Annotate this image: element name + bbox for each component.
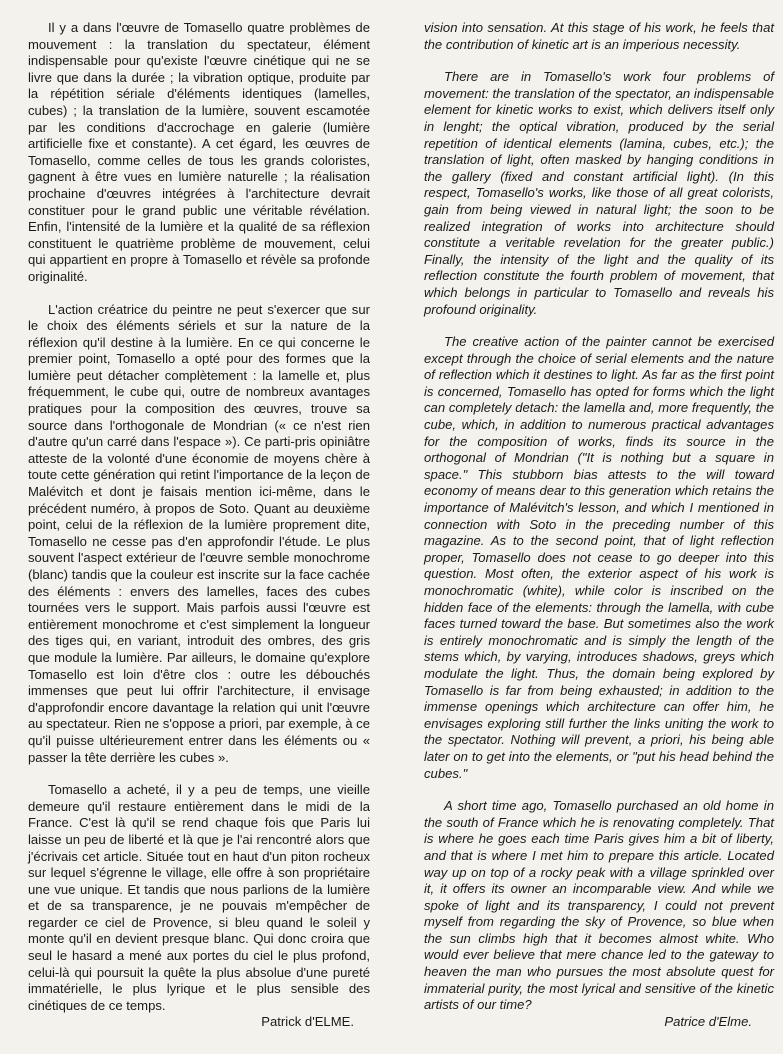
- english-column: [424, 20, 774, 1030]
- english-paragraph-1: There are in Tomasello's work four problems of movement: the translation of the spectator, an indispensable element for kinetic works to exist, which delivers itself only in lenght; the optical vibration, produced by the serial repetition of identical elements (lamina, cubes, etc.); the translation of light, often masked by hanging conditions in the gallery (fixed and constant artificial light). (In this respect, Tomasello's works, like those of all great colorists, gain from being viewed in natural light; the soon to be realized integration of works into architecture should constitute a veritable revelation for the greater public.) Finally, the intensity of the light and the quality of its reflection constitute the fourth problem of movement, that which belongs in particular to Tomasello and reveals his profound originality.: [424, 69, 774, 317]
- english-continuation: vision into sensation. At this stage of his work, he feels that the contribution of kinetic art is an imperious necessity.: [424, 20, 774, 52]
- english-paragraph-2: The creative action of the painter cannot be exercised except through the choice of serial elements and the nature of reflection which it destines to light. As far as the first point is concerned, Tomasello has opted for forms which the light can completely detach: the lamella and, more frequently, the cube, which, in addition to numerous practical advantages for the composition of works, finds its source in the orthogonal of Mondrian ("It is nothing but a square in space." This stubborn bias attests to the will toward economy of means dear to this generation which retains the importance of Malévitch's lesson, and which I mentioned in connection with Soto in the preceding number of this magazine. As to the second point, that of light reflection proper, Tomasello does not cease to go deeper into this question. Most often, the exterior aspect of his work is monochromatic (white), while color is inscribed on the hidden face of the elements: through the lamella, with cube faces turned toward the base. But sometimes also the work is entirely monochromatic and is simply the length of the stems which, by varying, introduces shadows, greys which modulate the light. Thus, the domain being explored by Tomasello is far from being exhausted; in addition to the immense openings which architecture can offer him, he envisages exploring still further the links uniting the work to the spectator. Nothing will prevent, a priori, his being able later on to get into the elements, or "put his head behind the cubes.": [424, 334, 774, 781]
- french-paragraph-3: Tomasello a acheté, il y a peu de temps, une vieille demeure qu'il restaure entièrement dans le midi de la France. C'est là qu'il se rend chaque fois que Paris lui laisse un peu de liberté et là que je l'ai rencontré alors que j'écrivais cet article. Située tout en haut d'un piton rocheux sur lequel s'égrenne le village, elle offre à son propriétaire une vue unique. Et tandis que nous parlions de la lumière et de sa transparence, je ne pouvais m'empêcher de regarder ce ciel de Provence, si bleu quand le soleil y monte qu'il en devient presque blanc. Qui donc croira que seul le hasard a mené aux portes du ciel le plus profond, celui-là qui poursuit la quête la plus absolue d'une pureté immatérielle, le plus lyrique et le plus sensible des cinétiques de ce temps.: [28, 782, 370, 1013]
- english-signature: Patrice d'Elme.: [664, 1013, 752, 1029]
- french-paragraph-2: L'action créatrice du peintre ne peut s'exercer que sur le choix des éléments sériels et sur la nature de la réflexion qu'il destine à la lumière. En ce qui concerne le premier point, Tomasello a opté pour des formes que la lumière peut détacher complètement : la lamelle et, plus fréquemment, le cube qui, outre de nombreux avantages pratiques pour la composition des œuvres, trouve sa source dans l'orthogonale de Mondrian (« ce n'est rien d'autre qu'un carré dans l'espace »). Ce parti-pris opiniâtre atteste de la volonté d'une économie de moyens chère à toute cette génération qui retint l'importance de la leçon de Malévitch et dont je faisais mention ici-même, dans le précédent numéro, à propos de Soto. Quant au deuxième point, celui de la réflexion de la lumière proprement dite, Tomasello ne cesse pas d'en approfondir l'étude. Le plus souvent l'aspect extérieur de l'œuvre semble monochrome (blanc) tandis que la couleur est inscrite sur la face cachée des éléments : envers des lamelles, faces des cubes tournées vers le support. Mais parfois aussi l'œuvre est entièrement monochrome et c'est simplement la longueur des tiges qui, en variant, introduit des ombres, des gris que module la lumière. Par ailleurs, le domaine qu'explore Tomasello est loin d'être clos : outre les débouchés immenses que peut lui offrir l'architecture, il envisage d'approfondir encore davantage la relation qui unit l'œuvre au spectateur. Rien ne s'oppose a priori, par exemple, à ce qu'il puisse ultérieurement entrer dans les éléments ou « passer la tête derrière les cubes ».: [28, 301, 370, 765]
- english-paragraph-3: A short time ago, Tomasello purchased an old home in the south of France which he is renovating completely. That is where he goes each time Paris gives him a bit of liberty, and that is where I met him to prepare this article. Located way up on top of a rocky peak with a village sprinkled over it, it offers its owner an incomparable view. And while we spoke of light and its transparency, I could not prevent myself from regarding the sky of Provence, so blue when the sun climbs high that it becomes almost white. Who would ever believe that mere chance led to the gateway to heaven the man who pursues the most absolute quest for immaterial purity, the most lyrical and sensitive of the kinetic artists of our time?: [424, 798, 774, 1013]
- french-signature: Patrick d'ELME.: [261, 1014, 354, 1030]
- french-column: [28, 20, 370, 1031]
- french-paragraph-1: Il y a dans l'œuvre de Tomasello quatre problèmes de mouvement : la translation du spectateur, élément indispensable pour qu'existe l'œuvre cinétique qui ne se livre que dans la durée ; la vibration optique, produite par la répétition sériale d'éléments identiques (lamelles, cubes) ; la translation de la lumière, souvent escamotée par les conditions d'accrochage en galerie (lumière artificielle fixe et constante). A cet égard, les œuvres de Tomasello, comme celles de tous les grands coloristes, gagnent à être vues en lumière naturelle ; la réalisation prochaine d'œuvres intégrées à l'architecture devrait constituer pour le grand public une véritable révélation. Enfin, l'intensité de la lumière et la qualité de sa réflexion constituent le quatrième problème de mouvement, celui qui appartient en propre à Tomasello et révèle sa profonde originalité.: [28, 20, 370, 284]
